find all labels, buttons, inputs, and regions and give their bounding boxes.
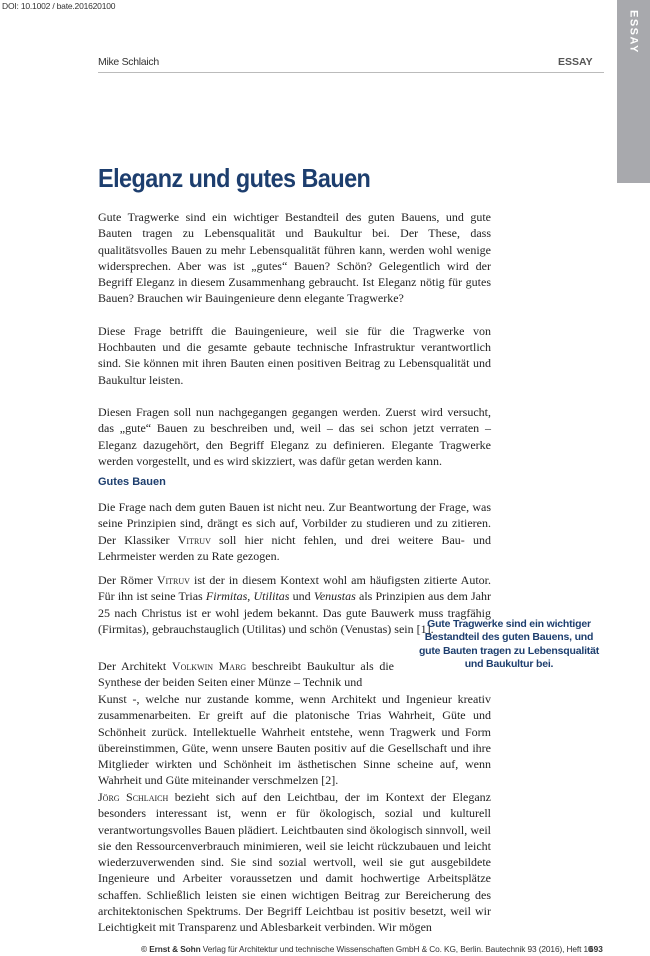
person-name: Volkwin Marg xyxy=(171,659,247,673)
footer-copyright: © Ernst & Sohn Verlag für Architektur und technische Wissenschaften GmbH & Co. KG, Berlin. Bautechnik 93 (2016), Heft 10 xyxy=(141,944,593,954)
article-title: Eleganz und gutes Bauen xyxy=(98,163,371,193)
section-heading: Gutes Bauen xyxy=(98,476,166,488)
person-name: Vitruv xyxy=(177,532,211,547)
person-name: Vitruv xyxy=(156,573,190,587)
paragraph-schlaich: Jörg Schlaich bezieht sich auf den Leichtbau, der im Kontext der Eleganz besonders interessant ist, wenn er für ökologisch, sozial und kulturell verantwortungsvolles Bauen plädiert. Leichtbauten sind ökologisch sinnvoll, weil sie den Ressourcenverbrauch minimieren, weil sie leicht rückzubauen und leicht wiederzuverwenden sind. Sie sind sozial wertvoll, weil sie gut ausgebildete Ingenieure und Arbeiter voraussetzen und damit hochwertige Arbeitsplätze schaffen. Schließlich leisten sie einen wichtigen Beitrag zur Bereicherung des architektonischen Spektrums. Der Begriff Leichtbau ist positiv besetzt, weil wir Leichtigkeit mit Transparenz und Ablesbarkeit verbinden. Wir mögen xyxy=(98,790,491,935)
intro-block xyxy=(98,209,491,469)
paragraph-marg-start: Der Architekt Volkwin Marg beschreibt Baukultur als die Synthese der beiden Seiten einer Münze – Technik und xyxy=(98,659,394,690)
body-block-schlaich xyxy=(98,789,491,936)
body-block-marg-narrow xyxy=(98,658,394,691)
paragraph-vitruv: Der Römer Vitruv ist der in diesem Kontext wohl am häufigsten zitierte Autor. Für ihn ist seine Trias Firmitas, Utilitas und Venustas als Prinzipien aus dem Jahr 25 nach Christus ist er wohl jedem bekannt. Das gute Bauwerk muss tragfähig (Firmitas), gebrauchstauglich (Utilitas) und schön (Venustas) sein [1]. xyxy=(98,573,492,636)
intro-paragraph: Gute Tragwerke sind ein wichtiger Bestandteil des guten Bauens, und gute Bauten tragen zu Lebensqualität und Baukultur bei. Der These, dass qualitätsvolles Bauen zu mehr Lebensqualität führen kann, werden wohl wenige widersprechen. Aber was ist „gutes“ Bauen? Schön? Gelegentlich wird der Begriff Eleganz in diesem Zusammenhang gebraucht. Ist Eleganz nötig für gutes Bauen? Brauchen wir Bauingenieure denn elegante Tragwerke? xyxy=(98,210,491,306)
pull-quote: Gute Tragwerke sind ein wichtiger Bestandteil des guten Bauens, und gute Bauten tragen zu Lebensqualität und Baukultur bei. xyxy=(418,618,600,671)
section-side-tab xyxy=(617,0,650,183)
intro-paragraph: Diese Frage betrifft die Bauingenieure, weil sie für die Tragwerke von Hochbauten und die gesamte gebaute technische Infrastruktur verantwortlich sind. Sie können mit ihren Bauten einen positiven Beitrag zu Lebensqualität und Baukultur leisten. xyxy=(98,323,491,387)
running-header-author: Mike Schlaich xyxy=(98,56,159,68)
running-header-section: ESSAY xyxy=(558,56,593,68)
page-number: 693 xyxy=(589,944,603,954)
doi-line: DOI: 10.1002 / bate.201620100 xyxy=(2,1,116,11)
paragraph-marg-continued: Kunst -, welche nur zustande komme, wenn Architekt und Ingenieur kreativ zusammenarbeiten. Er greift auf die platonische Trias Wahrheit, Güte und Schönheit zurück. Intellektuelle Wahrheit entstehe, wenn Tragwerk und Form übereinstimmen, Güte, wenn unsere Bauten positiv auf die Gesellschaft und ihre Mitglieder wirkten und Schönheit im ästhetischen Sinne scheine auf, wenn Wahrheit und Güte miteinander verschmelzen [2]. xyxy=(98,692,491,788)
section-heading-block xyxy=(98,474,491,490)
header-divider xyxy=(98,72,604,73)
body-block-frage xyxy=(98,499,491,564)
body-block-marg-wide xyxy=(98,691,491,789)
intro-paragraph: Diesen Fragen soll nun nachgegangen gegangen werden. Zuerst wird versucht, das „gute“ Bauen zu beschreiben und, weil – das sei schon jetzt verraten – Eleganz dazugehört, den Begriff Eleganz zu definieren. Elegante Tragwerke werden vorgestellt, und es wird skizziert, was dafür getan werden kann. xyxy=(98,404,491,468)
person-name: Jörg Schlaich xyxy=(98,790,169,804)
side-tab-label: ESSAY xyxy=(627,10,640,54)
paragraph-frage: Die Frage nach dem guten Bauen ist nicht neu. Zur Beantwortung der Frage, was seine Prinzipien sind, drängt es sich auf, Vorbilder zu studieren und zu zitieren. Der Klassiker Vitruv soll hier nicht fehlen, und drei weitere Bau- und Lehrmeister werden zu Rate gezogen. xyxy=(98,500,491,563)
